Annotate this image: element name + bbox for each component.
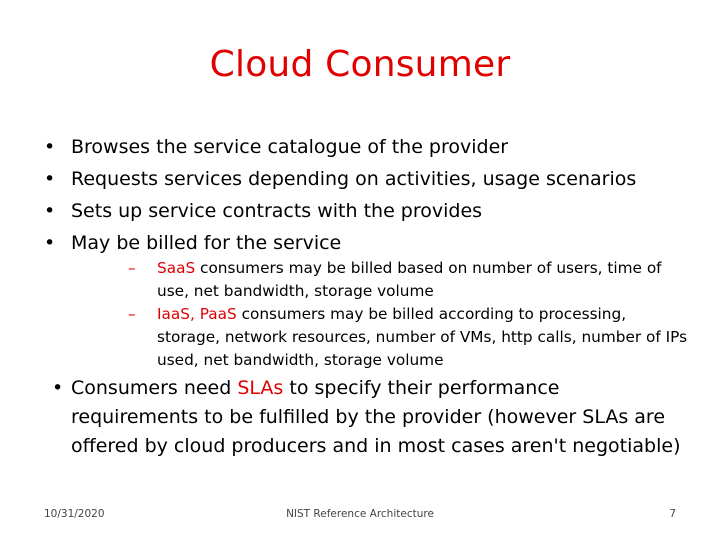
- bullet-item: [44, 131, 704, 163]
- sub-bullet-item: [128, 303, 688, 372]
- bullet-item: [44, 195, 704, 227]
- bullet-dot-icon: •: [44, 136, 56, 158]
- bullet-text: May be billed for the service: [71, 232, 342, 254]
- slide-title: Cloud Consumer: [209, 44, 511, 85]
- bullet-text: Sets up service contracts with the provides: [71, 200, 483, 222]
- bullet-item: [44, 163, 704, 195]
- dash-icon: –: [128, 305, 136, 323]
- footer-date: 10/31/2020: [44, 508, 105, 520]
- highlight-text: SaaS: [157, 259, 196, 277]
- bullet-dot-icon: •: [44, 168, 56, 190]
- bullet-item: [52, 374, 692, 461]
- highlight-text: IaaS, PaaS: [157, 305, 237, 323]
- sub-bullet-item: [128, 257, 688, 303]
- footer-title: NIST Reference Architecture: [286, 508, 434, 520]
- bullet-item: [44, 227, 704, 259]
- final-bullet: [52, 374, 692, 461]
- dash-icon: –: [128, 259, 136, 277]
- bullet-text: Requests services depending on activities, usage scenarios: [71, 168, 637, 190]
- bullet-dot-icon: •: [52, 377, 64, 399]
- bullet-dot-icon: •: [44, 200, 56, 222]
- highlight-text: SLAs: [237, 377, 284, 399]
- footer-page-number: 7: [669, 508, 676, 520]
- sub-bullet-list: [128, 257, 688, 372]
- bullet-text-after: to specify their performance requirements to be fulfilled by the provider (however SLAs are offered by cloud producers and in most cases aren't negotiable): [71, 377, 681, 457]
- bullet-text: Browses the service catalogue of the provider: [71, 136, 509, 158]
- sub-bullet-text: consumers may be billed based on number of users, time of use, net bandwidth, storage volume: [157, 259, 662, 300]
- bullet-list: [44, 131, 704, 259]
- bullet-text-before: Consumers need: [71, 377, 238, 399]
- bullet-dot-icon: •: [44, 232, 56, 254]
- sub-bullet-text: consumers may be billed according to processing, storage, network resources, number of VMs, http calls, number of IPs used, net bandwidth, storage volume: [157, 305, 688, 369]
